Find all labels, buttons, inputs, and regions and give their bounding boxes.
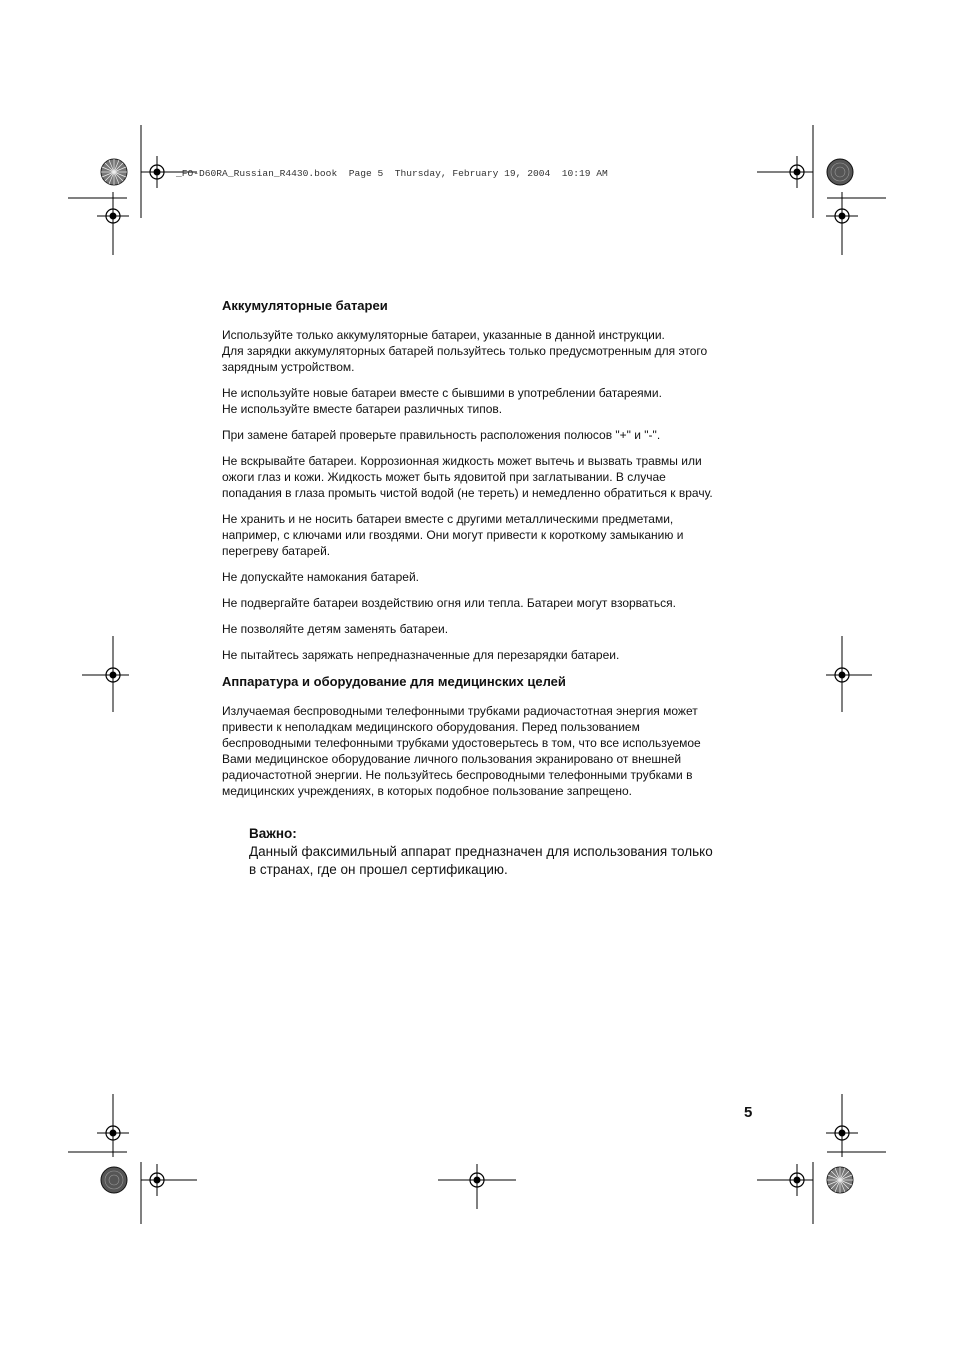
paragraph: Используйте только аккумуляторные батареи, указанные в данной инструкции. Для зарядки аккумуляторных батарей пользуйтесь только предусмотренным для этого зарядным устройством. bbox=[222, 328, 708, 374]
paragraph: Не вскрывайте батареи. Коррозионная жидкость может вытечь и вызвать травмы или ожоги глаз и кожи. Жидкость может быть ядовитой при заглатывании. В случае попадания в глаза промыть чистой водой (не тереть) и немедленно обратиться к врачу. bbox=[222, 454, 713, 500]
paragraph: Излучаемая беспроводными телефонными трубками радиочастотная энергия может привести к неполадкам медицинского оборудования. Перед пользованием беспроводными телефонными трубками удостоверьтесь в том, что все используемое Вами медицинское оборудование личного пользования экранировано от внешней радиочастотной энергии. Не пользуйтесь беспроводными телефонными трубками в медицинских учреждениях, в которых подобное пользование запрещено. bbox=[222, 704, 701, 798]
section-heading-batteries: Аккумуляторные батареи bbox=[222, 298, 388, 313]
paragraph: Не используйте новые батареи вместе с бывшими в употреблении батареями. Не используйте вместе батареи различных типов. bbox=[222, 386, 662, 416]
paragraph: Не подвергайте батареи воздействию огня или тепла. Батареи могут взорваться. bbox=[222, 596, 676, 610]
note-title: Важно: bbox=[249, 826, 297, 841]
paragraph: Не допускайте намокания батарей. bbox=[222, 570, 419, 584]
page-number: 5 bbox=[744, 1104, 753, 1121]
file-info-header: _FO-D60RA_Russian_R4430.book Page 5 Thursday, February 19, 2004 10:19 AM bbox=[176, 168, 608, 179]
section-heading-medical: Аппаратура и оборудование для медицинских целей bbox=[222, 674, 566, 689]
paragraph: Не пытайтесь заряжать непредназначенные для перезарядки батареи. bbox=[222, 648, 620, 662]
page-content bbox=[222, 297, 762, 879]
note-text: Данный факсимильный аппарат предназначен для использования только в странах, где он прошел сертификацию. bbox=[249, 844, 713, 877]
important-note bbox=[249, 825, 759, 879]
paragraph: При замене батарей проверьте правильность расположения полюсов "+" и "-". bbox=[222, 428, 661, 442]
paragraph: Не хранить и не носить батареи вместе с другими металлическими предметами, например, с ключами или гвоздями. Они могут привести к короткому замыканию и перегреву батарей. bbox=[222, 512, 684, 558]
paragraph: Не позволяйте детям заменять батареи. bbox=[222, 622, 449, 636]
